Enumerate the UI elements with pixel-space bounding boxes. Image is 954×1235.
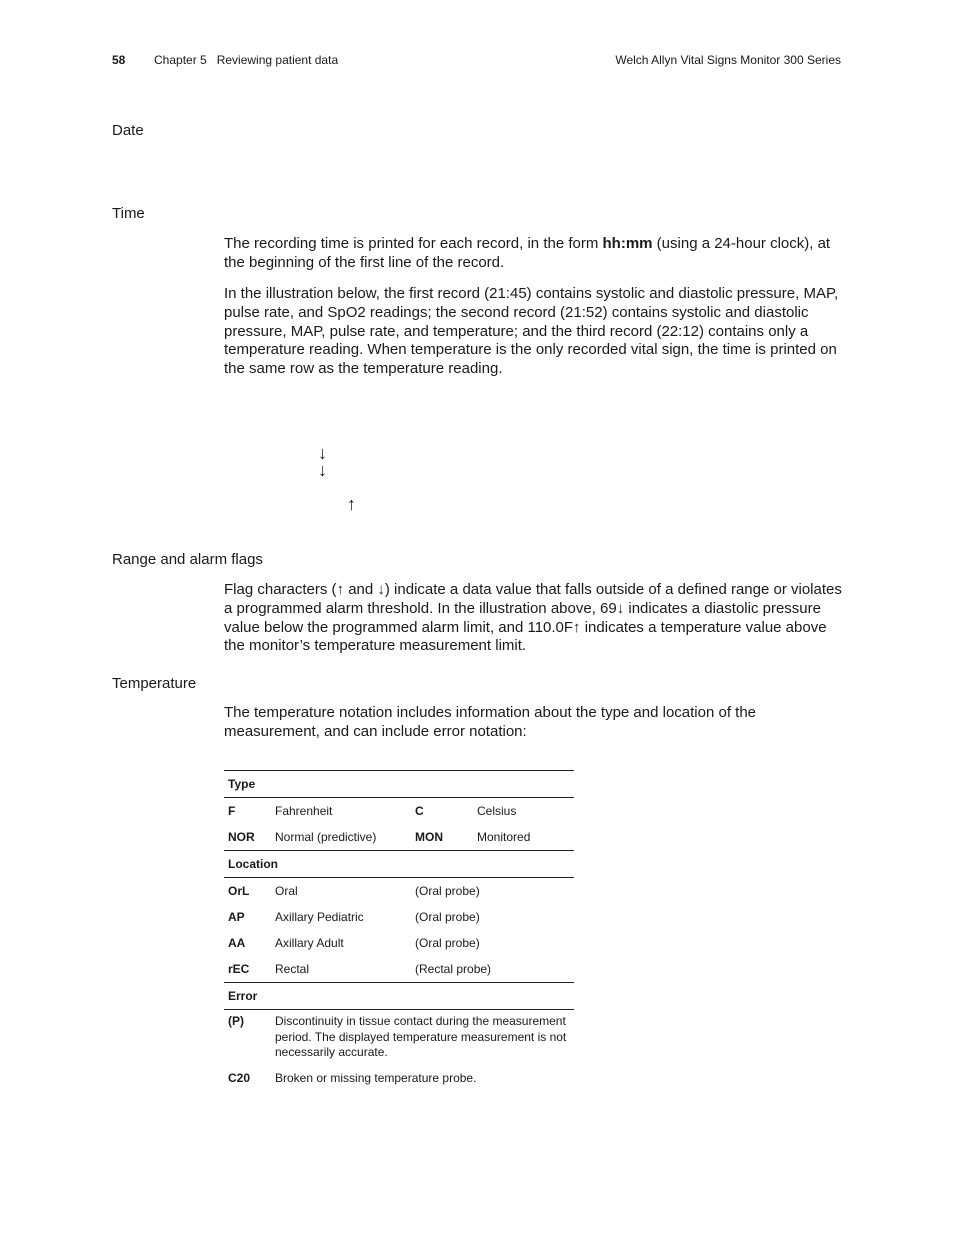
location-code: rEC [228,962,250,976]
location-code: OrL [228,884,250,898]
table-heading-row [224,983,574,1010]
temperature-paragraph: The temperature notation includes information about the type and location of the measurement, and can include error notation: [224,704,757,740]
section-heading-temperature: Temperature [112,675,197,692]
type-code: NOR [228,830,255,844]
type-desc: Normal (predictive) [275,830,377,844]
time-paragraph-2: In the illustration below, the first record (21:45) contains systolic and diastolic pressure, MAP, pulse rate, and SpO2 readings; the second record (21:52) contains systolic and diastolic pressure, MAP, pulse rate, and temperature; and the third record (22:12) contains only a temperature reading. When temperature is the only recorded vital sign, the time is printed on the same row as the temperature reading. [224,285,839,378]
table-row [224,956,574,983]
error-desc: Discontinuity in tissue contact during the measurement period. The displayed temperature measurement is not necessarily accurate. [275,1014,567,1059]
location-note: (Oral probe) [415,910,480,924]
error-desc: Broken or missing temperature probe. [275,1070,477,1085]
table-row [224,798,574,825]
type-code: F [228,804,236,818]
table-row [224,1067,574,1093]
table-row [224,930,574,956]
table-row [224,1010,574,1067]
location-code: AP [228,910,245,924]
type-code: MON [415,830,443,844]
type-heading: Type [224,771,574,798]
location-note: (Rectal probe) [415,962,492,976]
arrow-up-icon: ↑ [347,494,356,514]
arrow-down-icon: ↓ [318,443,327,463]
location-note: (Oral probe) [415,884,480,898]
location-heading: Location [224,851,574,878]
location-code: AA [228,936,246,950]
flags-paragraph: Flag characters (↑ and ↓) indicate a data value that falls outside of a defined range or violates a programmed alarm threshold. In the illustration above, 69↓ indicates a diastolic pressure value below the programmed alarm limit, and 110.0F↑ indicates a temperature value above the monitor’s temperature measurement limit. [224,581,842,655]
table-heading-row [224,851,574,878]
page-number: 58 [112,53,126,67]
section-heading-flags: Range and alarm flags [112,551,263,568]
type-code: C [415,804,424,818]
section-heading-date: Date [112,122,144,139]
time-format: hh:mm [602,235,653,252]
chapter-title: Chapter 5 Reviewing patient data [154,53,339,67]
type-desc: Fahrenheit [275,804,333,818]
arrow-down-icon: ↓ [318,460,327,480]
table-row [224,878,574,905]
location-desc: Axillary Adult [275,936,344,950]
error-heading: Error [224,983,574,1010]
temperature-notation-table [224,770,574,1092]
type-desc: Celsius [477,804,517,818]
section-heading-time: Time [112,205,145,222]
table-row [224,824,574,851]
location-note: (Oral probe) [415,936,480,950]
table-row [224,904,574,930]
document-title: Welch Allyn Vital Signs Monitor 300 Series [615,53,841,67]
location-desc: Axillary Pediatric [275,910,364,924]
location-desc: Oral [275,884,298,898]
time-paragraph-1: The recording time is printed for each record, in the form hh:mm (using a 24-hour clock), at the beginning of the first line of the record. [224,235,831,271]
table-heading-row [224,771,574,798]
error-code: (P) [228,1014,244,1028]
type-desc: Monitored [477,830,531,844]
error-code: C20 [228,1070,251,1085]
location-desc: Rectal [275,962,310,976]
